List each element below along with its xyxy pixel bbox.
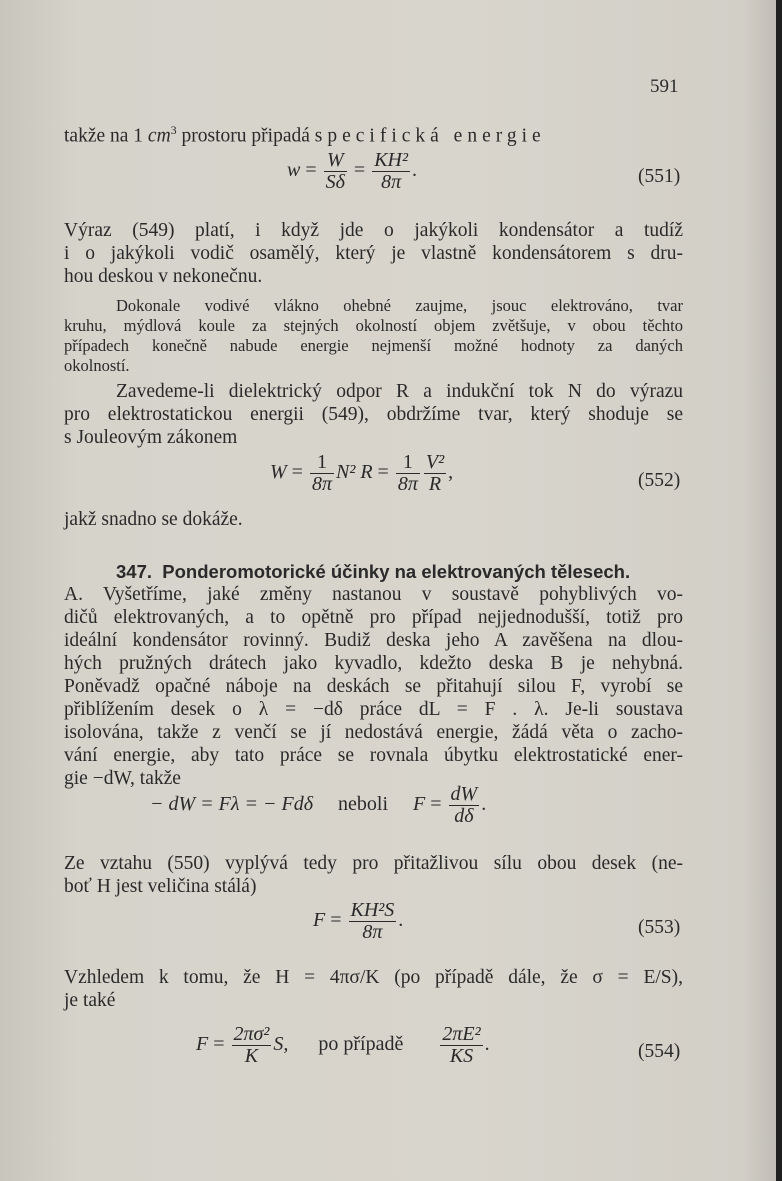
text-line: okolností. (64, 356, 130, 375)
equation-551: w = $\frac{W}{S\delta}$ = $\frac{\text{KH²}}{8\pi}$ . (287, 149, 417, 193)
text-line: dičů elektrovaných, a to opětně pro případ nejjednodušší, totiž pro (64, 607, 683, 628)
text-line: Dokonale vodivé vlákno ohebné zaujme, jsouc elektrováno, tvar (116, 296, 683, 315)
text-line: Vzhledem k tomu, že H = 4πσ/K (po případě dále, že σ = E/S), (64, 967, 683, 988)
text-line: jakž snadno se dokáže. (64, 509, 243, 530)
section-heading: 347. Ponderomotorické účinky na elektrovaných tělesech. (116, 561, 631, 582)
text-line: ideální kondensátor rovinný. Budiž deska jeho A zavěšena na dlou- (64, 630, 683, 651)
equation-552: W = $\frac{1}{8\pi}$ N² R = $\frac{1}{8\pi}$ $\frac{\text{V²}}{R}$ , (270, 451, 454, 495)
text-line: boť H jest veličina stálá) (64, 876, 257, 897)
equation-554: F = $\frac{\text{2πσ²}}{K}$ S, po případě $\frac{\text{2πE²}}{KS}$ . (196, 1023, 490, 1067)
equation-number: (553) (638, 917, 681, 938)
text-line: případech konečně nabude energie nejmenší možné hodnoty za daných (64, 336, 683, 355)
equation-number: (554) (638, 1041, 681, 1062)
text-line: je také (64, 990, 116, 1011)
text-line: i o jakýkoli vodič osamělý, který je vlastně kondensátorem s dru- (64, 243, 683, 264)
equation-number: (552) (638, 470, 681, 491)
text-line: s Jouleovým zákonem (64, 427, 238, 448)
text-line: vání energie, aby tato práce se rovnala úbytku elektrostatické ener- (64, 745, 683, 766)
text-line: takže na 1 $cm^3$ prostoru připadá specifická energie (64, 123, 546, 147)
text-line: Ze vztahu (550) vyplývá tedy pro přitažlivou sílu obou desek (ne- (64, 853, 683, 874)
text-line: A. Vyšetříme, jaké změny nastanou v soustavě pohyblivých vo- (64, 584, 683, 605)
text-line: hou deskou v nekonečnu. (64, 266, 263, 287)
text-line: Poněvadž opačné náboje na deskách se přitahují silou F, vyrobí se (64, 676, 683, 697)
emphasis-spaced: specifická energie (314, 125, 546, 147)
text-line: Zavedeme-li dielektrický odpor R a indukční tok N do výrazu (116, 381, 683, 402)
text-line: Výraz (549) platí, i když jde o jakýkoli kondensátor a tudíž (64, 220, 683, 241)
page-number: 591 (650, 76, 679, 97)
equation-number: (551) (638, 166, 681, 187)
text-line: přiblížením desek o λ = −dδ práce dL = F . λ. Je-li soustava (64, 699, 683, 720)
text-line: gie −dW, takže (64, 768, 181, 789)
scan-edge (776, 0, 782, 1181)
text-line: isolována, takže z venčí se jí nedostává energie, žádá věta o zacho- (64, 722, 683, 743)
text-line: kruhu, mýdlová koule za stejných okolností objem zvětšuje, v obou těchto (64, 316, 683, 335)
text-line: hých pružných drátech jako kyvadlo, kdežto deska B je nehybná. (64, 653, 683, 674)
equation-553: F = $\frac{\text{KH²S}}{8\pi}$ . (313, 899, 404, 943)
text-line: pro elektrostatickou energii (549), obdržíme tvar, který shoduje se (64, 404, 683, 425)
equation-force: − dW = Fλ = − Fdδ neboli F = $\frac{dW}{d\delta}$ . (150, 783, 487, 827)
